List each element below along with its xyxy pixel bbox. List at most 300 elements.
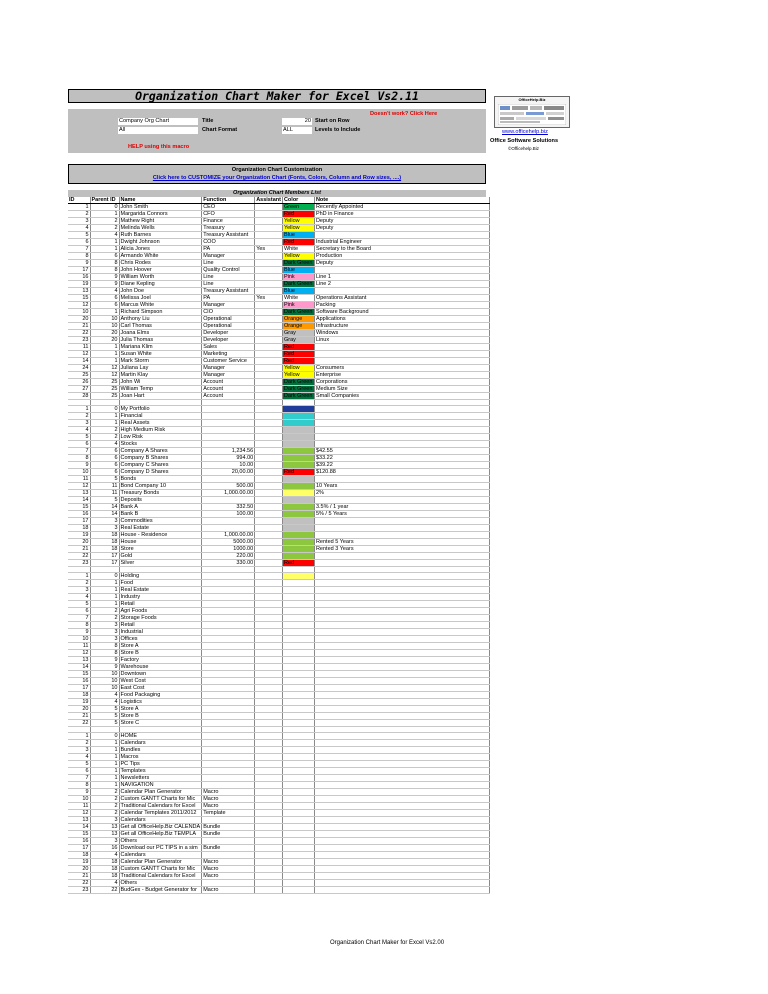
note-cell[interactable] bbox=[314, 601, 489, 608]
parent-id-cell[interactable]: 1 bbox=[90, 211, 119, 218]
parent-id-cell[interactable]: 8 bbox=[90, 650, 119, 657]
assistant-cell[interactable] bbox=[255, 379, 283, 386]
function-cell[interactable]: Treasury Assistant bbox=[202, 288, 255, 295]
parent-id-cell[interactable]: 1 bbox=[90, 309, 119, 316]
note-cell[interactable]: Production bbox=[314, 253, 489, 260]
parent-id-cell[interactable]: 5 bbox=[90, 476, 119, 483]
color-cell[interactable] bbox=[282, 657, 314, 664]
table-row[interactable] bbox=[68, 260, 489, 267]
name-cell[interactable]: Low Risk bbox=[119, 434, 202, 441]
assistant-cell[interactable] bbox=[255, 622, 283, 629]
name-cell[interactable]: Calendar Plan Generator bbox=[119, 859, 202, 866]
note-cell[interactable] bbox=[314, 678, 489, 685]
id-cell[interactable]: 13 bbox=[68, 657, 90, 664]
name-cell[interactable]: Agri Foods bbox=[119, 608, 202, 615]
parent-id-cell[interactable]: 9 bbox=[90, 657, 119, 664]
officehelp-logo[interactable] bbox=[494, 96, 570, 128]
table-row[interactable] bbox=[68, 246, 489, 253]
function-cell[interactable] bbox=[202, 525, 255, 532]
table-row[interactable] bbox=[68, 636, 489, 643]
function-cell[interactable]: 20,00.00 bbox=[202, 469, 255, 476]
table-row[interactable] bbox=[68, 629, 489, 636]
function-cell[interactable] bbox=[202, 650, 255, 657]
assistant-cell[interactable] bbox=[255, 420, 283, 427]
name-cell[interactable]: Get all OfficeHelp.Biz TEMPLA bbox=[119, 831, 202, 838]
assistant-cell[interactable] bbox=[255, 476, 283, 483]
color-cell[interactable]: Yellow bbox=[282, 372, 314, 379]
function-cell[interactable]: Macro bbox=[202, 796, 255, 803]
color-cell[interactable] bbox=[282, 768, 314, 775]
function-cell[interactable]: Line bbox=[202, 274, 255, 281]
parent-id-cell[interactable]: 13 bbox=[90, 824, 119, 831]
function-cell[interactable] bbox=[202, 775, 255, 782]
table-row[interactable] bbox=[68, 657, 489, 664]
id-cell[interactable]: 17 bbox=[68, 845, 90, 852]
function-cell[interactable]: Manager bbox=[202, 372, 255, 379]
table-row[interactable] bbox=[68, 817, 489, 824]
id-cell[interactable]: 22 bbox=[68, 330, 90, 337]
name-cell[interactable]: Store B bbox=[119, 650, 202, 657]
table-row[interactable] bbox=[68, 838, 489, 845]
assistant-cell[interactable] bbox=[255, 490, 283, 497]
id-cell[interactable]: 1 bbox=[68, 573, 90, 580]
id-cell[interactable]: 3 bbox=[68, 587, 90, 594]
parent-id-cell[interactable]: 2 bbox=[90, 608, 119, 615]
color-cell[interactable] bbox=[282, 427, 314, 434]
assistant-cell[interactable] bbox=[255, 692, 283, 699]
color-cell[interactable] bbox=[282, 685, 314, 692]
id-cell[interactable]: 5 bbox=[68, 434, 90, 441]
assistant-cell[interactable] bbox=[255, 330, 283, 337]
note-cell[interactable] bbox=[314, 845, 489, 852]
note-cell[interactable] bbox=[314, 699, 489, 706]
assistant-cell[interactable] bbox=[255, 740, 283, 747]
color-cell[interactable]: Red bbox=[282, 344, 314, 351]
parent-id-cell[interactable]: 14 bbox=[90, 504, 119, 511]
function-cell[interactable]: CIO bbox=[202, 309, 255, 316]
note-cell[interactable] bbox=[314, 782, 489, 789]
note-cell[interactable] bbox=[314, 887, 489, 894]
color-cell[interactable]: Dark Green bbox=[282, 260, 314, 267]
parent-id-cell[interactable]: 6 bbox=[90, 469, 119, 476]
name-cell[interactable]: Stocks bbox=[119, 441, 202, 448]
parent-id-cell[interactable]: 2 bbox=[90, 796, 119, 803]
name-cell[interactable]: Mark Storm bbox=[119, 358, 202, 365]
function-cell[interactable] bbox=[202, 671, 255, 678]
color-cell[interactable] bbox=[282, 692, 314, 699]
note-cell[interactable]: 10 Years bbox=[314, 483, 489, 490]
id-cell[interactable]: 5 bbox=[68, 601, 90, 608]
assistant-cell[interactable] bbox=[255, 497, 283, 504]
name-cell[interactable]: John Smith bbox=[119, 204, 202, 211]
id-cell[interactable]: 18 bbox=[68, 692, 90, 699]
parent-id-cell[interactable]: 1 bbox=[90, 344, 119, 351]
table-row[interactable] bbox=[68, 441, 489, 448]
color-cell[interactable] bbox=[282, 629, 314, 636]
table-row[interactable] bbox=[68, 330, 489, 337]
name-cell[interactable]: Calendars bbox=[119, 817, 202, 824]
function-cell[interactable]: Macro bbox=[202, 803, 255, 810]
table-row[interactable] bbox=[68, 873, 489, 880]
function-cell[interactable] bbox=[202, 434, 255, 441]
note-cell[interactable] bbox=[314, 650, 489, 657]
note-cell[interactable] bbox=[314, 587, 489, 594]
parent-id-cell[interactable]: 5 bbox=[90, 497, 119, 504]
table-row[interactable] bbox=[68, 740, 489, 747]
assistant-cell[interactable] bbox=[255, 601, 283, 608]
assistant-cell[interactable] bbox=[255, 504, 283, 511]
id-cell[interactable]: 20 bbox=[68, 316, 90, 323]
parent-id-cell[interactable]: 1 bbox=[90, 351, 119, 358]
name-cell[interactable]: HOME bbox=[119, 733, 202, 740]
id-cell[interactable]: 4 bbox=[68, 594, 90, 601]
parent-id-cell[interactable]: 1 bbox=[90, 413, 119, 420]
function-cell[interactable]: Bundle bbox=[202, 824, 255, 831]
name-cell[interactable]: Others bbox=[119, 880, 202, 887]
note-cell[interactable]: 2% bbox=[314, 490, 489, 497]
table-row[interactable] bbox=[68, 622, 489, 629]
table-row[interactable] bbox=[68, 267, 489, 274]
note-cell[interactable] bbox=[314, 657, 489, 664]
assistant-cell[interactable] bbox=[255, 511, 283, 518]
id-cell[interactable]: 1 bbox=[68, 733, 90, 740]
assistant-cell[interactable] bbox=[255, 873, 283, 880]
assistant-cell[interactable] bbox=[255, 650, 283, 657]
function-cell[interactable]: CFO bbox=[202, 211, 255, 218]
note-cell[interactable]: Windows bbox=[314, 330, 489, 337]
function-cell[interactable] bbox=[202, 615, 255, 622]
color-cell[interactable] bbox=[282, 796, 314, 803]
id-cell[interactable]: 15 bbox=[68, 831, 90, 838]
color-cell[interactable]: Orange bbox=[282, 316, 314, 323]
color-cell[interactable] bbox=[282, 733, 314, 740]
note-cell[interactable] bbox=[314, 754, 489, 761]
color-cell[interactable] bbox=[282, 539, 314, 546]
note-cell[interactable]: 5% / 5 Years bbox=[314, 511, 489, 518]
id-cell[interactable]: 14 bbox=[68, 358, 90, 365]
id-cell[interactable]: 8 bbox=[68, 622, 90, 629]
id-cell[interactable]: 5 bbox=[68, 761, 90, 768]
table-row[interactable] bbox=[68, 386, 489, 393]
id-cell[interactable]: 9 bbox=[68, 789, 90, 796]
id-cell[interactable]: 2 bbox=[68, 211, 90, 218]
name-cell[interactable]: Industry bbox=[119, 594, 202, 601]
assistant-cell[interactable] bbox=[255, 685, 283, 692]
name-cell[interactable]: Get all OfficeHelp.Biz CALENDA bbox=[120, 824, 201, 830]
assistant-cell[interactable] bbox=[255, 323, 283, 330]
id-cell[interactable]: 1 bbox=[68, 406, 90, 413]
function-cell[interactable]: Finance bbox=[202, 218, 255, 225]
start-row-field[interactable]: 20 bbox=[282, 118, 312, 125]
table-row[interactable] bbox=[68, 775, 489, 782]
assistant-cell[interactable] bbox=[255, 817, 283, 824]
name-cell[interactable]: High Medium Risk bbox=[119, 427, 202, 434]
name-cell[interactable]: Martin Klay bbox=[119, 372, 202, 379]
function-cell[interactable] bbox=[202, 518, 255, 525]
function-cell[interactable]: Macro bbox=[202, 789, 255, 796]
id-cell[interactable]: 9 bbox=[68, 629, 90, 636]
table-row[interactable] bbox=[68, 671, 489, 678]
id-cell[interactable]: 9 bbox=[68, 462, 90, 469]
function-cell[interactable]: 1,000.00.00 bbox=[202, 490, 255, 497]
note-cell[interactable] bbox=[314, 560, 489, 567]
parent-id-cell[interactable]: 18 bbox=[90, 546, 119, 553]
parent-id-cell[interactable]: 14 bbox=[90, 511, 119, 518]
parent-id-cell[interactable]: 2 bbox=[90, 810, 119, 817]
color-cell[interactable]: Red bbox=[282, 239, 314, 246]
assistant-cell[interactable] bbox=[255, 393, 283, 400]
assistant-cell[interactable] bbox=[255, 747, 283, 754]
assistant-cell[interactable] bbox=[255, 462, 283, 469]
id-cell[interactable]: 16 bbox=[68, 274, 90, 281]
note-cell[interactable]: Operations Assistant bbox=[314, 295, 489, 302]
function-cell[interactable] bbox=[202, 768, 255, 775]
id-cell[interactable]: 6 bbox=[68, 608, 90, 615]
note-cell[interactable]: Applications bbox=[314, 316, 489, 323]
note-cell[interactable] bbox=[314, 420, 489, 427]
assistant-cell[interactable] bbox=[255, 845, 283, 852]
function-cell[interactable] bbox=[202, 678, 255, 685]
function-cell[interactable] bbox=[202, 643, 255, 650]
assistant-cell[interactable] bbox=[255, 713, 283, 720]
note-cell[interactable]: Small Companies bbox=[314, 393, 489, 400]
name-cell[interactable]: Melinda Wells bbox=[119, 225, 202, 232]
color-cell[interactable]: Yellow bbox=[282, 225, 314, 232]
table-row[interactable] bbox=[68, 810, 489, 817]
name-cell[interactable]: Retail bbox=[119, 622, 202, 629]
note-cell[interactable] bbox=[314, 344, 489, 351]
table-row[interactable] bbox=[68, 434, 489, 441]
assistant-cell[interactable] bbox=[255, 733, 283, 740]
name-cell[interactable]: Custom GANTT Charts for Mic bbox=[119, 796, 202, 803]
name-cell[interactable]: Juliana Lay bbox=[119, 365, 202, 372]
id-cell[interactable]: 6 bbox=[68, 768, 90, 775]
function-cell[interactable] bbox=[202, 720, 255, 727]
name-cell[interactable]: Diane Kepling bbox=[119, 281, 202, 288]
id-cell[interactable]: 10 bbox=[68, 796, 90, 803]
parent-id-cell[interactable]: 25 bbox=[90, 393, 119, 400]
color-cell[interactable]: Dark Green bbox=[282, 393, 314, 400]
color-cell[interactable] bbox=[282, 511, 314, 518]
note-cell[interactable] bbox=[314, 824, 489, 831]
color-cell[interactable] bbox=[282, 594, 314, 601]
name-cell[interactable]: Store bbox=[119, 546, 202, 553]
table-row[interactable] bbox=[68, 358, 489, 365]
color-cell[interactable] bbox=[282, 754, 314, 761]
assistant-cell[interactable] bbox=[255, 831, 283, 838]
id-cell[interactable]: 16 bbox=[68, 678, 90, 685]
function-cell[interactable]: Developer bbox=[202, 337, 255, 344]
note-cell[interactable]: PhD in Finance bbox=[314, 211, 489, 218]
assistant-cell[interactable] bbox=[255, 365, 283, 372]
parent-id-cell[interactable]: 1 bbox=[90, 761, 119, 768]
function-cell[interactable]: Sales bbox=[202, 344, 255, 351]
name-cell[interactable]: Others bbox=[119, 838, 202, 845]
assistant-cell[interactable] bbox=[255, 525, 283, 532]
note-cell[interactable] bbox=[314, 713, 489, 720]
table-row[interactable] bbox=[68, 476, 489, 483]
levels-field[interactable]: ALL bbox=[282, 127, 312, 134]
assistant-cell[interactable] bbox=[255, 267, 283, 274]
assistant-cell[interactable] bbox=[255, 699, 283, 706]
name-cell[interactable]: Newsletters bbox=[119, 775, 202, 782]
id-cell[interactable]: 16 bbox=[68, 511, 90, 518]
note-cell[interactable]: Enterprise bbox=[314, 372, 489, 379]
assistant-cell[interactable] bbox=[255, 386, 283, 393]
name-cell[interactable]: Mariana Klim bbox=[119, 344, 202, 351]
id-cell[interactable]: 13 bbox=[68, 490, 90, 497]
function-cell[interactable]: 332.50 bbox=[202, 504, 255, 511]
assistant-cell[interactable] bbox=[255, 768, 283, 775]
id-cell[interactable]: 11 bbox=[68, 344, 90, 351]
id-cell[interactable]: 10 bbox=[68, 636, 90, 643]
id-cell[interactable]: 19 bbox=[68, 281, 90, 288]
color-cell[interactable] bbox=[282, 650, 314, 657]
color-cell[interactable] bbox=[282, 406, 314, 413]
color-cell[interactable] bbox=[282, 615, 314, 622]
function-cell[interactable]: 5000.00 bbox=[202, 539, 255, 546]
table-row[interactable] bbox=[68, 420, 489, 427]
name-cell[interactable]: Richard Simpson bbox=[119, 309, 202, 316]
note-cell[interactable] bbox=[314, 615, 489, 622]
color-cell[interactable]: Blue bbox=[282, 267, 314, 274]
color-cell[interactable] bbox=[282, 483, 314, 490]
assistant-cell[interactable] bbox=[255, 288, 283, 295]
name-cell[interactable]: Melissa Joel bbox=[119, 295, 202, 302]
note-cell[interactable] bbox=[314, 664, 489, 671]
function-cell[interactable]: Line bbox=[202, 281, 255, 288]
name-cell[interactable]: Food bbox=[119, 580, 202, 587]
note-cell[interactable] bbox=[314, 636, 489, 643]
id-cell[interactable]: 2 bbox=[68, 740, 90, 747]
table-row[interactable] bbox=[68, 601, 489, 608]
name-cell[interactable]: Mathew Right bbox=[119, 218, 202, 225]
assistant-cell[interactable] bbox=[255, 852, 283, 859]
parent-id-cell[interactable]: 1 bbox=[90, 358, 119, 365]
color-cell[interactable] bbox=[282, 476, 314, 483]
name-cell[interactable]: Company C Shares bbox=[119, 462, 202, 469]
name-cell[interactable]: John Hoover bbox=[119, 267, 202, 274]
color-cell[interactable] bbox=[282, 824, 314, 831]
id-cell[interactable]: 19 bbox=[68, 532, 90, 539]
assistant-cell[interactable] bbox=[255, 880, 283, 887]
function-cell[interactable]: 1000.00 bbox=[202, 546, 255, 553]
id-cell[interactable]: 11 bbox=[68, 476, 90, 483]
color-cell[interactable] bbox=[282, 873, 314, 880]
id-cell[interactable]: 15 bbox=[68, 504, 90, 511]
chart-format-field[interactable]: All bbox=[118, 127, 198, 134]
note-cell[interactable]: Deputy bbox=[314, 225, 489, 232]
function-cell[interactable] bbox=[202, 406, 255, 413]
assistant-cell[interactable] bbox=[255, 657, 283, 664]
table-row[interactable] bbox=[68, 469, 489, 476]
assistant-cell[interactable] bbox=[255, 838, 283, 845]
parent-id-cell[interactable]: 1 bbox=[90, 747, 119, 754]
table-row[interactable] bbox=[68, 274, 489, 281]
name-cell[interactable]: Bank A bbox=[119, 504, 202, 511]
name-cell[interactable]: Commodities bbox=[119, 518, 202, 525]
name-cell[interactable]: Download our PC TIPS in a sim bbox=[119, 845, 202, 852]
function-cell[interactable]: Marketing bbox=[202, 351, 255, 358]
parent-id-cell[interactable]: 8 bbox=[90, 260, 119, 267]
function-cell[interactable]: Macro bbox=[202, 866, 255, 873]
color-cell[interactable] bbox=[282, 573, 314, 580]
table-row[interactable] bbox=[68, 211, 489, 218]
table-row[interactable] bbox=[68, 594, 489, 601]
parent-id-cell[interactable]: 13 bbox=[90, 831, 119, 838]
parent-id-cell[interactable]: 4 bbox=[90, 880, 119, 887]
function-cell[interactable] bbox=[202, 420, 255, 427]
color-cell[interactable] bbox=[282, 859, 314, 866]
function-cell[interactable] bbox=[202, 692, 255, 699]
color-cell[interactable] bbox=[282, 852, 314, 859]
color-cell[interactable]: Yellow bbox=[282, 365, 314, 372]
assistant-cell[interactable] bbox=[255, 887, 283, 894]
color-cell[interactable] bbox=[282, 740, 314, 747]
function-cell[interactable]: PA bbox=[202, 295, 255, 302]
table-row[interactable] bbox=[68, 685, 489, 692]
function-cell[interactable]: Macro bbox=[202, 873, 255, 880]
name-cell[interactable]: Margarida Connors bbox=[119, 211, 202, 218]
color-cell[interactable] bbox=[282, 671, 314, 678]
color-cell[interactable] bbox=[282, 497, 314, 504]
note-cell[interactable]: Packing bbox=[314, 302, 489, 309]
name-cell[interactable]: Ruth Barnes bbox=[119, 232, 202, 239]
note-cell[interactable] bbox=[314, 720, 489, 727]
id-cell[interactable]: 12 bbox=[68, 810, 90, 817]
color-cell[interactable] bbox=[282, 643, 314, 650]
function-cell[interactable] bbox=[202, 664, 255, 671]
id-cell[interactable]: 4 bbox=[68, 427, 90, 434]
note-cell[interactable] bbox=[314, 740, 489, 747]
note-cell[interactable] bbox=[314, 532, 489, 539]
note-cell[interactable] bbox=[314, 441, 489, 448]
note-cell[interactable] bbox=[314, 685, 489, 692]
table-row[interactable] bbox=[68, 553, 489, 560]
name-cell[interactable]: Joan Hart bbox=[119, 393, 202, 400]
color-cell[interactable] bbox=[282, 817, 314, 824]
function-cell[interactable]: 330.00 bbox=[202, 560, 255, 567]
name-cell[interactable]: Bonds bbox=[119, 476, 202, 483]
note-cell[interactable] bbox=[314, 768, 489, 775]
function-cell[interactable] bbox=[202, 733, 255, 740]
note-cell[interactable] bbox=[314, 594, 489, 601]
assistant-cell[interactable] bbox=[255, 413, 283, 420]
function-cell[interactable] bbox=[202, 740, 255, 747]
parent-id-cell[interactable]: 11 bbox=[90, 483, 119, 490]
parent-id-cell[interactable]: 6 bbox=[90, 462, 119, 469]
parent-id-cell[interactable]: 9 bbox=[90, 281, 119, 288]
id-cell[interactable]: 20 bbox=[68, 866, 90, 873]
parent-id-cell[interactable]: 10 bbox=[90, 685, 119, 692]
color-cell[interactable]: White bbox=[282, 295, 314, 302]
note-cell[interactable] bbox=[314, 866, 489, 873]
table-row[interactable] bbox=[68, 692, 489, 699]
name-cell[interactable]: John Doe bbox=[119, 288, 202, 295]
name-cell[interactable]: Templates bbox=[119, 768, 202, 775]
parent-id-cell[interactable]: 10 bbox=[90, 671, 119, 678]
color-cell[interactable] bbox=[282, 761, 314, 768]
table-row[interactable] bbox=[68, 455, 489, 462]
note-cell[interactable] bbox=[314, 553, 489, 560]
note-cell[interactable] bbox=[314, 267, 489, 274]
note-cell[interactable]: Infrastructure bbox=[314, 323, 489, 330]
color-cell[interactable] bbox=[282, 789, 314, 796]
function-cell[interactable]: Manager bbox=[202, 365, 255, 372]
color-cell[interactable] bbox=[282, 490, 314, 497]
parent-id-cell[interactable]: 2 bbox=[90, 434, 119, 441]
assistant-cell[interactable] bbox=[255, 706, 283, 713]
